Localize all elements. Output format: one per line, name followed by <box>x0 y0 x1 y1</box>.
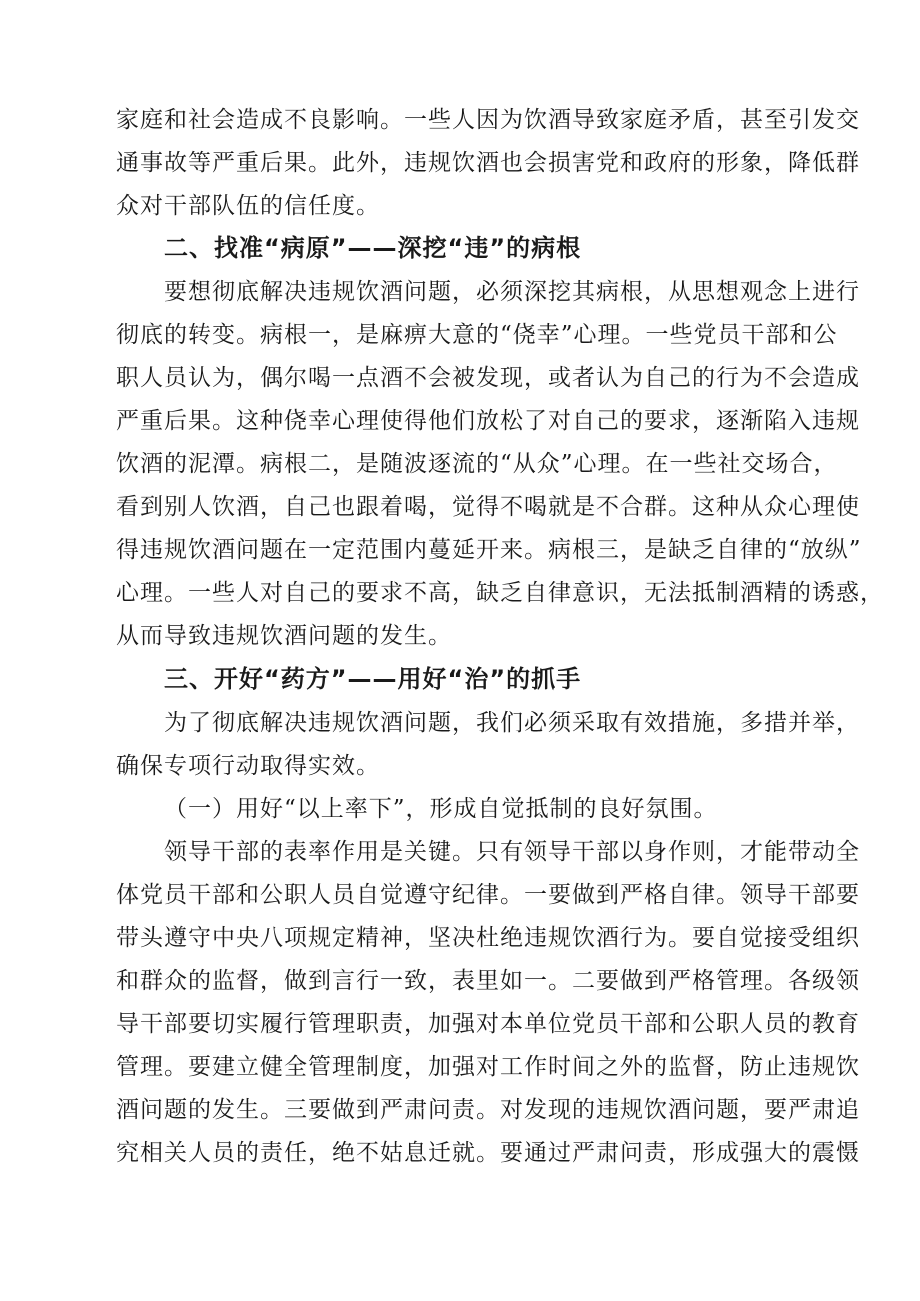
body-line: 导干部要切实履行管理职责，加强对本单位党员干部和公职人员的教育 <box>116 1011 860 1037</box>
body-line: 领导干部的表率作用是关键。只有领导干部以身作则，才能带动全 <box>164 839 860 865</box>
body-line: 为了彻底解决违规饮酒问题，我们必须采取有效措施，多措并举， <box>164 710 860 736</box>
section-heading-2: 二、找准“病原”——深挖“违”的病根 <box>164 234 582 262</box>
body-line: 究相关人员的责任，绝不姑息迁就。要通过严肃问责，形成强大的震慑 <box>116 1140 860 1166</box>
body-line: 心理。一些人对自己的要求不高，缺乏自律意识，无法抵制酒精的诱惑， <box>116 580 884 606</box>
body-line: 从而导致违规饮酒问题的发生。 <box>116 623 452 649</box>
body-line: 和群众的监督，做到言行一致，表里如一。二要做到严格管理。各级领 <box>116 968 860 994</box>
body-line: 饮酒的泥潭。病根二，是随波逐流的“从众”心理。在一些社交场合， <box>116 451 838 477</box>
body-line: 酒问题的发生。三要做到严肃问责。对发现的违规饮酒问题，要严肃追 <box>116 1097 860 1123</box>
section-heading-3: 三、开好“药方”——用好“治”的抓手 <box>164 665 582 693</box>
body-line: 众对干部队伍的信任度。 <box>116 193 380 219</box>
body-line: 家庭和社会造成不良影响。一些人因为饮酒导致家庭矛盾，甚至引发交 <box>116 107 860 133</box>
body-line: 要想彻底解决违规饮酒问题，必须深挖其病根，从思想观念上进行 <box>164 279 860 305</box>
body-line: 通事故等严重后果。此外，违规饮酒也会损害党和政府的形象，降低群 <box>116 150 860 176</box>
subsection-heading-1: （一）用好“以上率下”，形成自觉抵制的良好氛围。 <box>164 796 718 822</box>
body-line: 带头遵守中央八项规定精神，坚决杜绝违规饮酒行为。要自觉接受组织 <box>116 925 860 951</box>
body-line: 看到别人饮酒，自己也跟着喝，觉得不喝就是不合群。这种从众心理使 <box>116 494 860 520</box>
body-line: 严重后果。这种侥幸心理使得他们放松了对自己的要求，逐渐陷入违规 <box>116 408 860 434</box>
body-line: 职人员认为，偶尔喝一点酒不会被发现，或者认为自己的行为不会造成 <box>116 365 860 391</box>
body-line: 体党员干部和公职人员自觉遵守纪律。一要做到严格自律。领导干部要 <box>116 882 860 908</box>
body-line: 得违规饮酒问题在一定范围内蔓延开来。病根三，是缺乏自律的“放纵” <box>116 537 862 563</box>
body-line: 彻底的转变。病根一，是麻痹大意的“侥幸”心理。一些党员干部和公 <box>116 322 838 348</box>
body-line: 确保专项行动取得实效。 <box>116 753 380 779</box>
body-line: 管理。要建立健全管理制度，加强对工作时间之外的监督，防止违规饮 <box>116 1054 860 1080</box>
